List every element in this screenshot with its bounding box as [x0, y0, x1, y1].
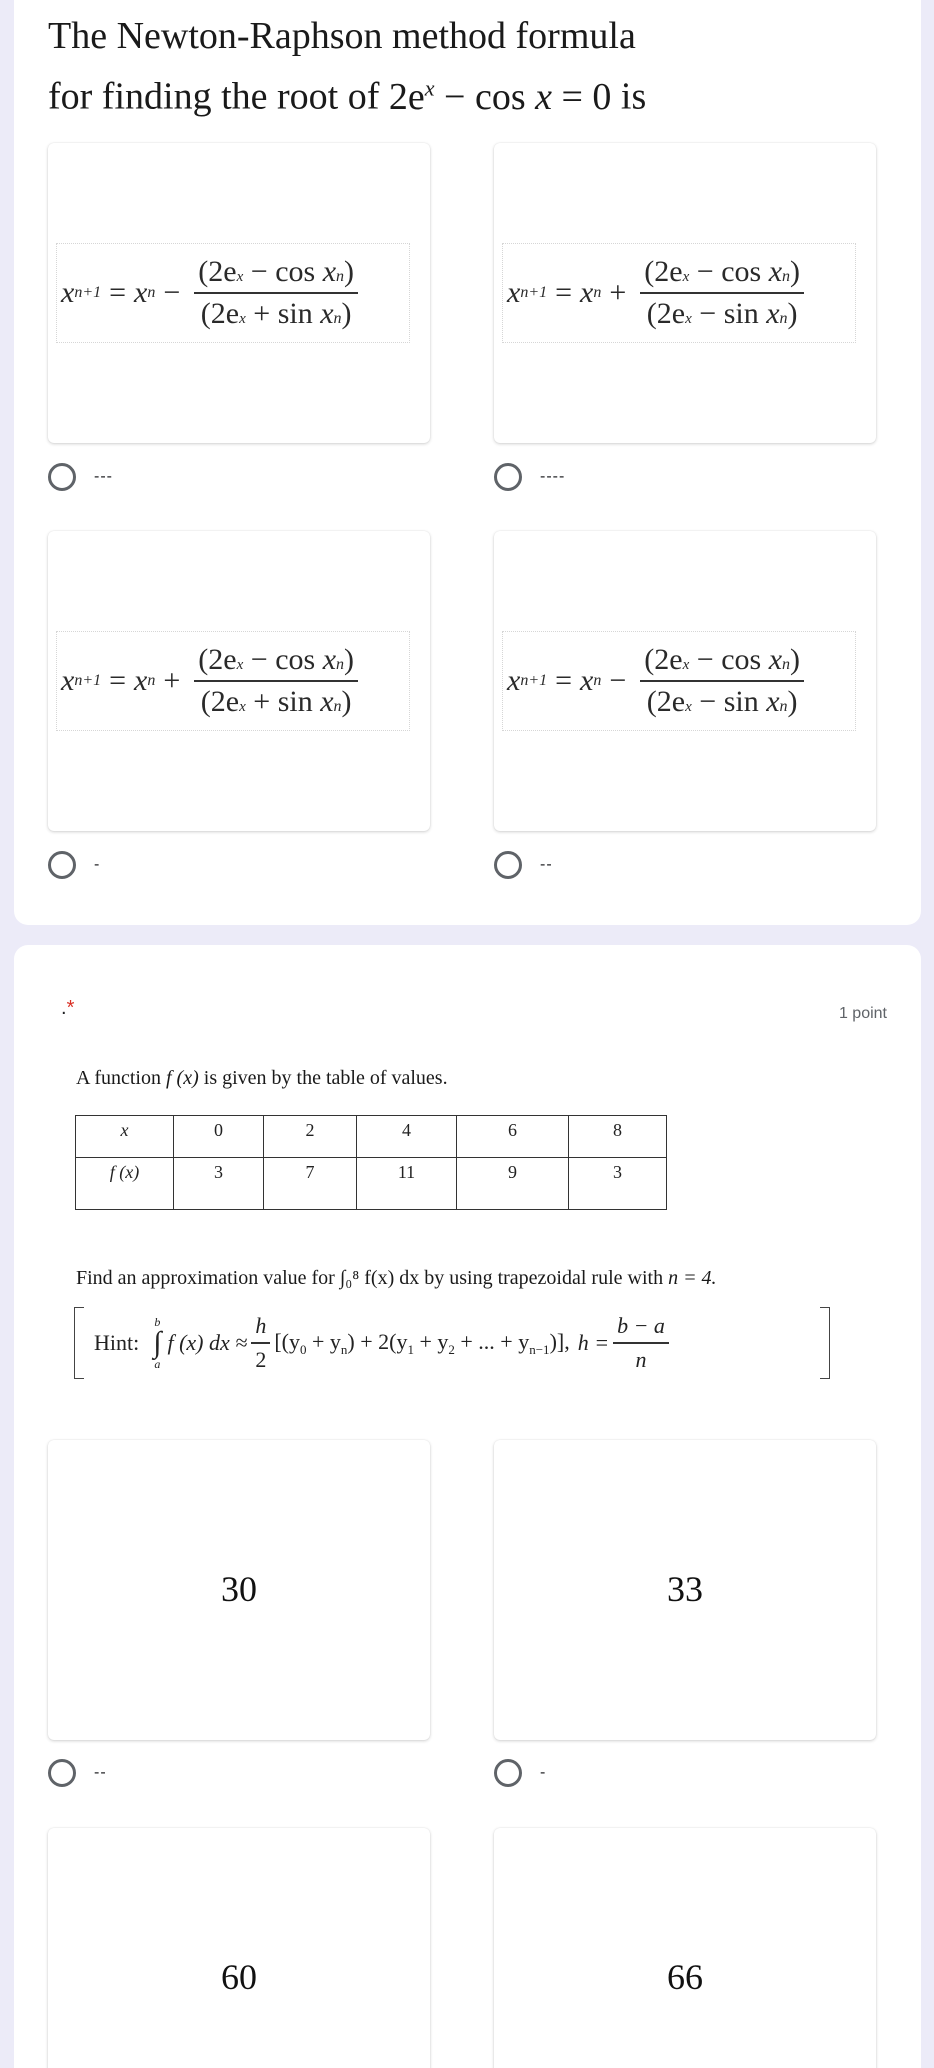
question-find-text — [76, 1267, 717, 1290]
option-2[interactable] — [494, 463, 565, 491]
formula-option-3: x n+1 = x n + ( 2e x − cos x n ) ( 2e x + sin x n ) — [56, 631, 410, 731]
eq-var: x — [535, 75, 552, 118]
option-3[interactable] — [48, 851, 100, 879]
radio-button-option-1[interactable] — [48, 463, 76, 491]
left-bracket — [74, 1307, 84, 1379]
integral-sign: b ∫ a — [153, 1315, 162, 1371]
option-image-1[interactable] — [48, 143, 430, 443]
integrand: f (x) dx ≈ — [167, 1330, 248, 1355]
option-image-30[interactable] — [48, 1440, 430, 1740]
h-over-2: $\frac{h}{2}$ — [251, 1313, 270, 1373]
required-indicator — [61, 997, 74, 1020]
table-cell: 3 — [569, 1158, 667, 1210]
formula-option-4: x n+1 = x n − ( 2e x − cos x n ) ( 2e x − sin x n ) — [502, 631, 856, 731]
table-cell: 8 — [569, 1116, 667, 1158]
option-image-33[interactable] — [494, 1440, 876, 1740]
table-cell: 9 — [457, 1158, 569, 1210]
question-intro — [76, 1067, 448, 1090]
find-suffix: by using trapezoidal rule with — [419, 1267, 669, 1289]
eq-lead: 2e — [388, 75, 425, 118]
table-cell: 11 — [357, 1158, 457, 1210]
intro-prefix: A function — [76, 1067, 166, 1089]
b-minus-a-over-n: $\frac{b - a}{n}$ — [613, 1313, 669, 1373]
option-image-66[interactable] — [494, 1828, 876, 2068]
table-row-fx — [76, 1158, 667, 1210]
title-prefix: for finding the root of — [48, 75, 389, 118]
option-30-label: -- — [94, 1764, 107, 1781]
radio-button-option-3[interactable] — [48, 851, 76, 879]
option-image-3[interactable] — [48, 531, 430, 831]
required-star: * — [66, 997, 75, 1019]
find-prefix: Find an approximation value for — [76, 1267, 340, 1289]
table-cell: 0 — [174, 1116, 264, 1158]
question-card-newton-raphson — [14, 0, 921, 925]
option-33-label: - — [540, 1764, 547, 1781]
fraction: ( 2e x − cos x n ) ( 2e x − sin x n ) — [640, 643, 804, 719]
option-value: 33 — [667, 1569, 703, 1609]
eq-tail: = 0 — [551, 75, 612, 118]
intro-suffix: is given by the table of values. — [198, 1067, 448, 1089]
hint-label: Hint: — [94, 1330, 140, 1355]
radio-button-option-4[interactable] — [494, 851, 522, 879]
question-title-dot: . — [61, 997, 67, 1019]
sum-expression: [$(y_0 + y_n) + 2(y_1 + y_2$ + ... + $y_{n-1}$)], — [274, 1328, 570, 1357]
fraction: ( 2e x − cos x n ) ( 2e x + sin x n ) — [194, 255, 358, 331]
option-4[interactable] — [494, 851, 553, 879]
intro-function: f (x) — [166, 1067, 199, 1089]
question-card-trapezoidal — [14, 945, 921, 2068]
question-title-line2 — [48, 62, 646, 123]
table-cell: f (x) — [76, 1158, 174, 1210]
question-title-line1: The Newton-Raphson method formula — [48, 15, 636, 57]
option-2-label: ---- — [540, 468, 566, 485]
option-value: 60 — [221, 1957, 257, 1997]
formula-option-2: x n+1 = x n + ( 2e x − cos x n ) ( 2e x − sin x n ) — [502, 243, 856, 343]
table-cell: 2 — [264, 1116, 357, 1158]
points-label: 1 point — [838, 1005, 887, 1022]
title-equation — [389, 76, 612, 118]
eq-rest: − cos — [434, 75, 536, 118]
radio-button-option-2[interactable] — [494, 463, 522, 491]
fraction: ( 2e x − cos x n ) ( 2e x − sin x n ) — [640, 255, 804, 331]
option-30[interactable] — [48, 1759, 107, 1787]
table-cell: 4 — [357, 1116, 457, 1158]
option-image-60[interactable] — [48, 1828, 430, 2068]
eq-sup: x — [424, 75, 435, 100]
option-4-label: -- — [540, 856, 553, 873]
table-cell: 3 — [174, 1158, 264, 1210]
option-image-2[interactable] — [494, 143, 876, 443]
values-table — [75, 1115, 667, 1210]
option-value: 66 — [667, 1957, 703, 1997]
right-bracket — [820, 1307, 830, 1379]
option-1[interactable] — [48, 463, 113, 491]
radio-button-option-30[interactable] — [48, 1759, 76, 1787]
h-equals: h = — [577, 1330, 610, 1355]
table-cell: 7 — [264, 1158, 357, 1210]
option-image-4[interactable] — [494, 531, 876, 831]
table-cell: 6 — [457, 1116, 569, 1158]
find-n: n = 4. — [668, 1267, 717, 1289]
formula-option-1: x n+1 = x n − ( 2e x − cos x n ) ( 2e x + sin x n ) — [56, 243, 410, 343]
option-value: 30 — [221, 1569, 257, 1609]
option-3-label: - — [94, 856, 101, 873]
radio-button-option-33[interactable] — [494, 1759, 522, 1787]
table-cell: x — [76, 1116, 174, 1158]
find-integral: ∫₀⁸ f(x) dx — [339, 1267, 420, 1289]
table-row-x — [76, 1116, 667, 1158]
title-suffix: is — [611, 75, 647, 118]
option-33[interactable] — [494, 1759, 546, 1787]
fraction: ( 2e x − cos x n ) ( 2e x + sin x n ) — [194, 643, 358, 719]
hint-formula — [74, 1307, 830, 1379]
option-1-label: --- — [94, 468, 113, 485]
